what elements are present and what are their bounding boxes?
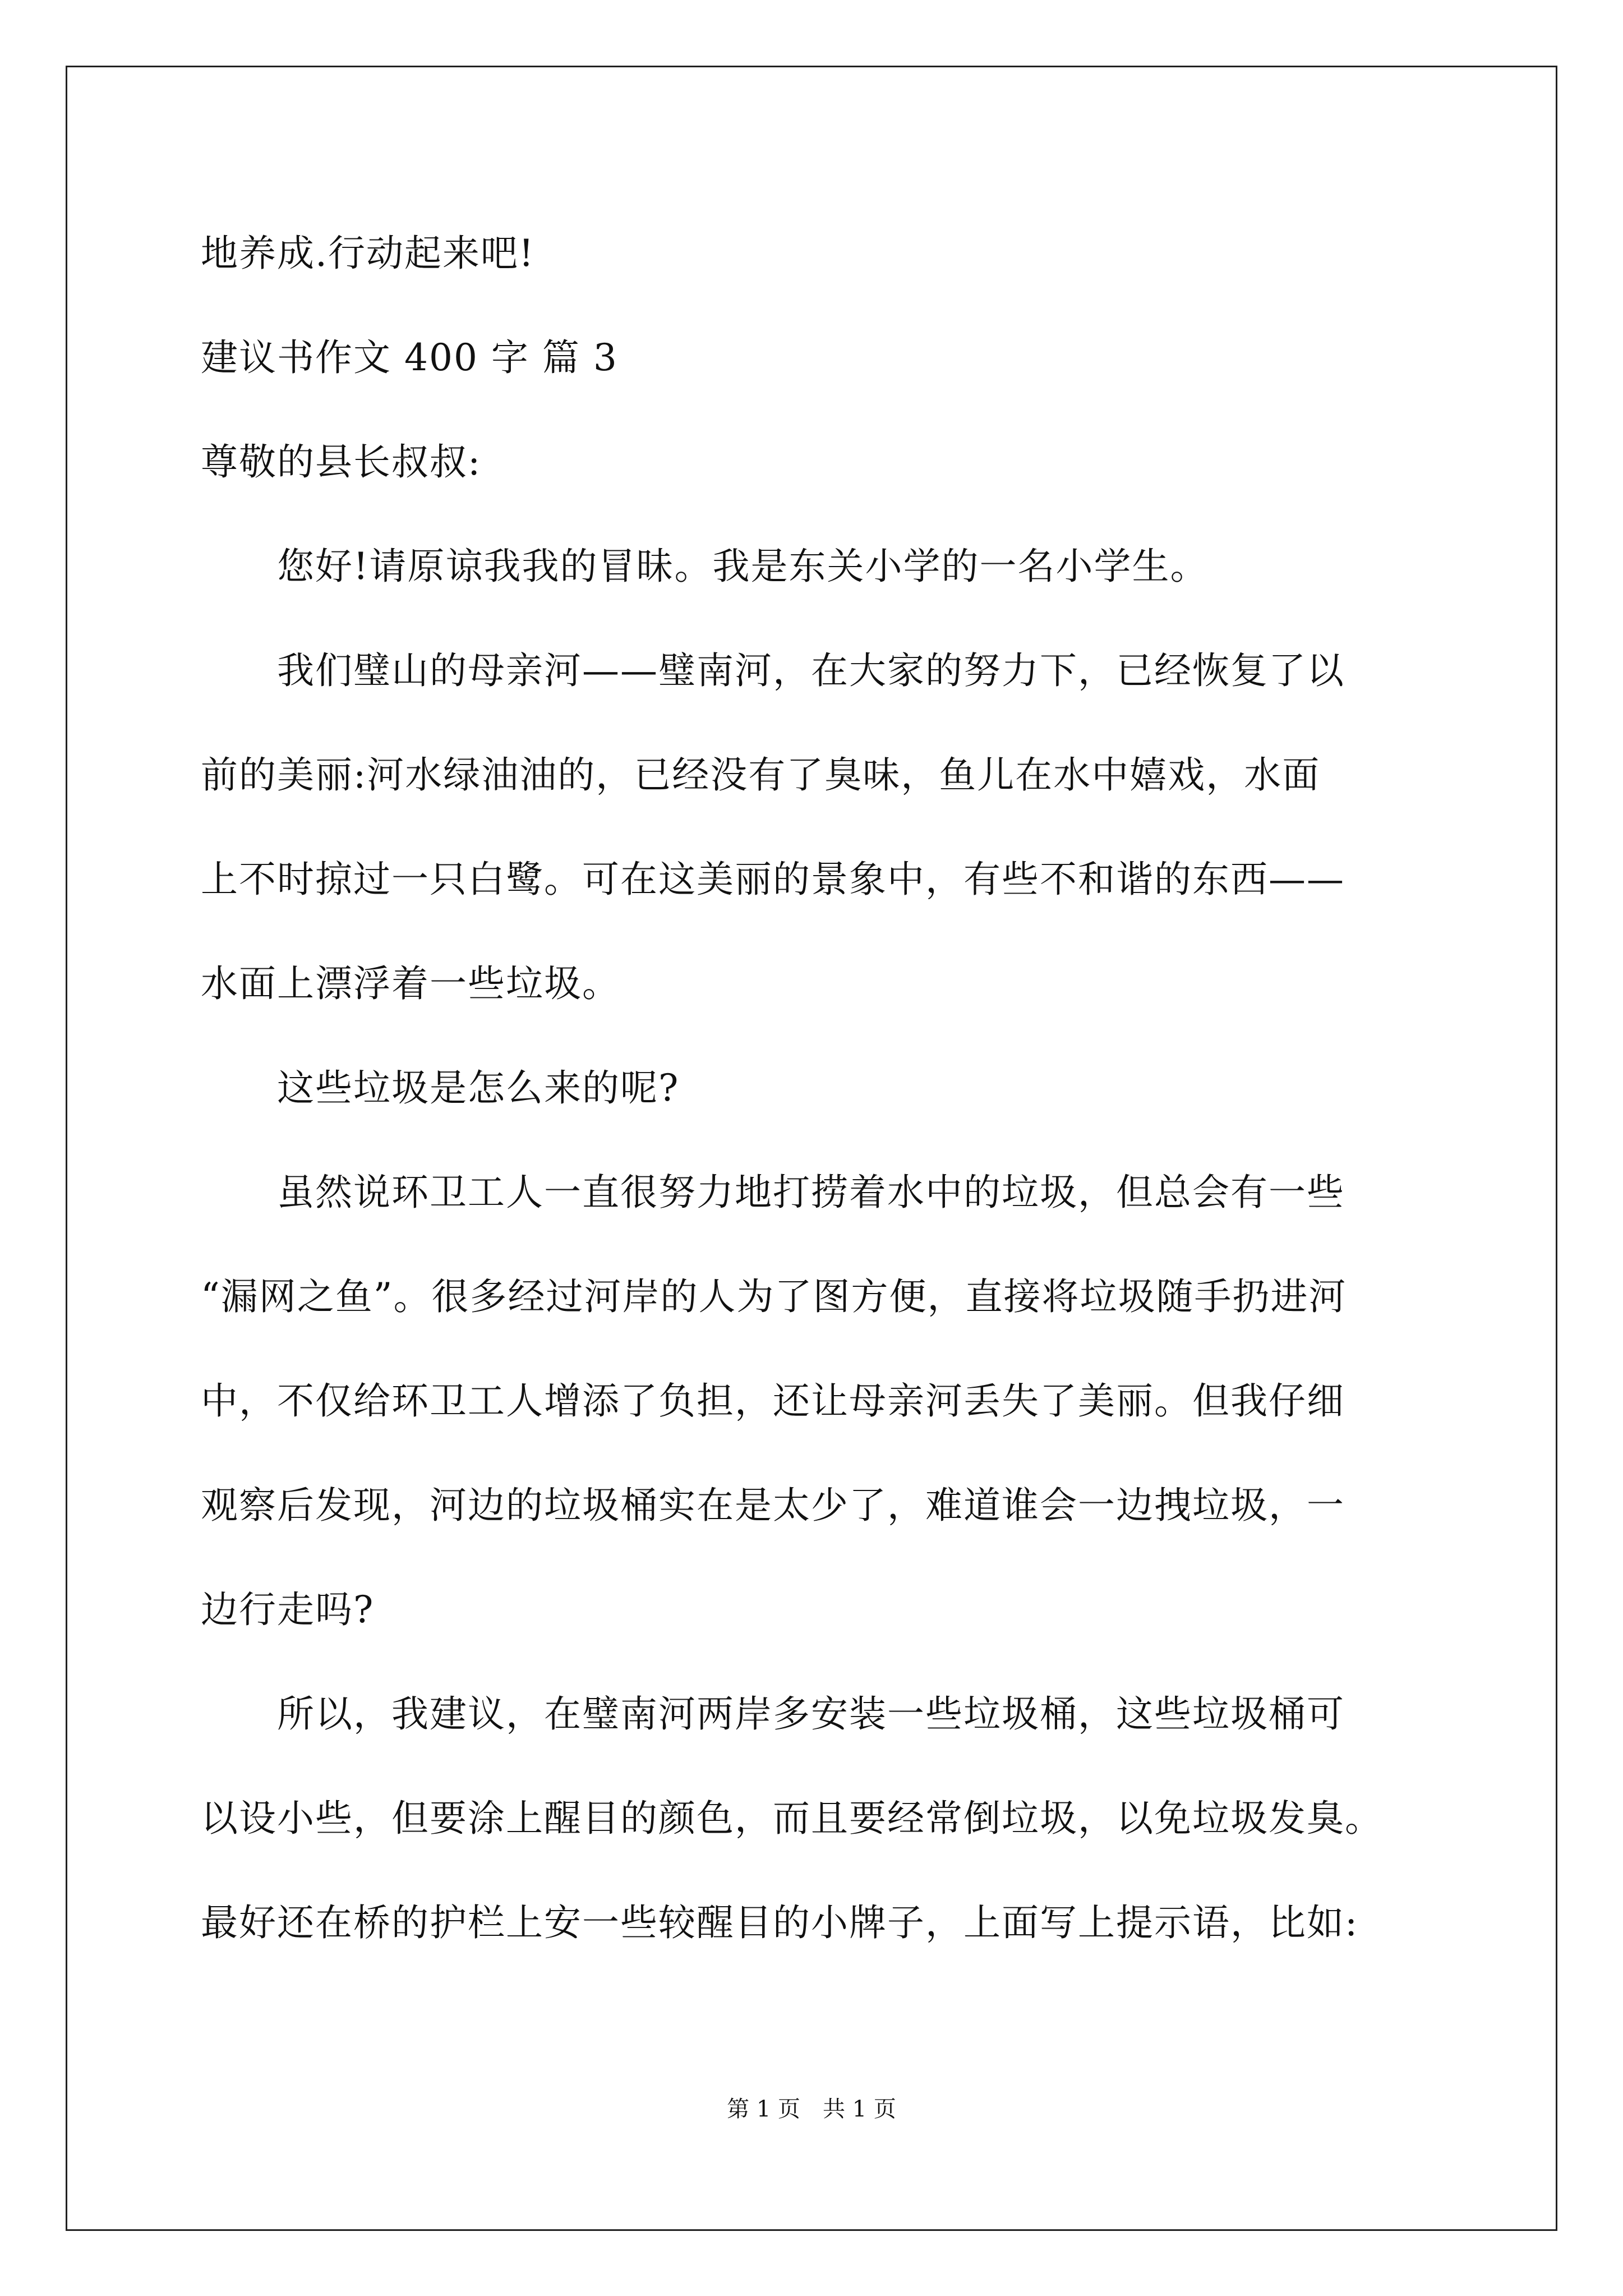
text-line: 边行走吗? <box>201 1588 375 1631</box>
text-line: 以设小些，但要涂上醒目的颜色，而且要经常倒垃圾，以免垃圾发臭。 <box>201 1797 1383 1840</box>
text-line: 地养成.行动起来吧! <box>201 232 535 275</box>
text-line: 这些垃圾是怎么来的呢? <box>201 1066 680 1110</box>
text-line: 前的美丽:河水绿油油的，已经没有了臭味，鱼儿在水中嬉戏，水面 <box>201 753 1321 797</box>
text-line: 我们璧山的母亲河——璧南河，在大家的努力下，已经恢复了以 <box>201 649 1345 692</box>
text-line: 观察后发现，河边的垃圾桶实在是太少了，难道谁会一边拽垃圾，一 <box>201 1484 1345 1527</box>
text-line: 虽然说环卫工人一直很努力地打捞着水中的垃圾，但总会有一些 <box>201 1171 1345 1214</box>
text-line: 您好!请原谅我我的冒昧。我是东关小学的一名小学生。 <box>201 545 1209 588</box>
salutation: 尊敬的县长叔叔: <box>201 440 482 484</box>
section-heading: 建议书作文 400 字 篇 3 <box>201 336 618 379</box>
text-line: 所以，我建议，在璧南河两岸多安装一些垃圾桶，这些垃圾桶可 <box>201 1692 1345 1736</box>
text-line: 水面上漂浮着一些垃圾。 <box>201 962 620 1005</box>
page-footer: 第 1 页 共 1 页 <box>727 2096 896 2122</box>
text-line: “漏网之鱼”。很多经过河岸的人为了图方便，直接将垃圾随手扔进河 <box>201 1275 1347 1318</box>
text-line: 上不时掠过一只白鹭。可在这美丽的景象中，有些不和谐的东西—— <box>201 858 1345 901</box>
text-line: 最好还在桥的护栏上安一些较醒目的小牌子，上面写上提示语，比如: <box>201 1901 1359 1944</box>
text-line: 中，不仅给环卫工人增添了负担，还让母亲河丢失了美丽。但我仔细 <box>201 1379 1345 1423</box>
